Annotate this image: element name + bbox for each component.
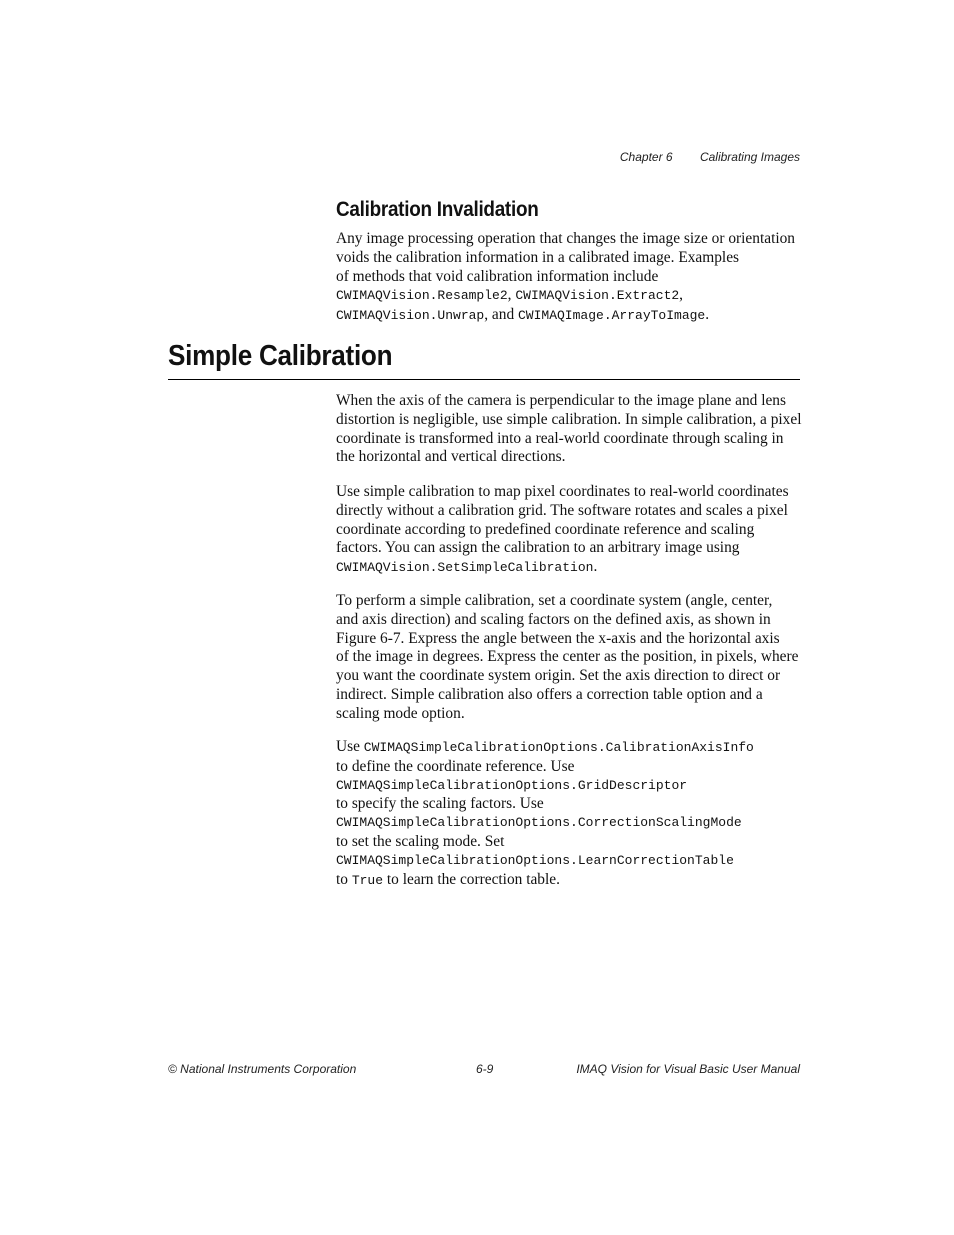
code-extract2: CWIMAQVision.Extract2 <box>515 288 680 304</box>
code-line <box>336 558 806 578</box>
separator-text: , <box>507 286 516 304</box>
paragraph-simple-calibration-2 <box>336 483 806 578</box>
chapter-title: Calibrating Images <box>699 150 800 164</box>
paragraph-simple-calibration-4 <box>336 738 806 890</box>
text-line: To perform a simple calibration, set a coordinate system (angle, center, <box>336 592 773 609</box>
code-correctionscalingmode: CWIMAQSimpleCalibrationOptions.CorrectionScalingMode <box>336 815 742 831</box>
text-line: factors. You can assign the calibration to an arbitrary image using <box>336 539 740 557</box>
chapter-number: Chapter 6 <box>619 150 673 164</box>
text-line: voids the calibration information in a calibrated image. Examples <box>336 248 740 266</box>
text-line: directly without a calibration grid. The software rotates and scales a pixel <box>336 501 788 519</box>
footer-page-number: 6-9 <box>476 1062 494 1076</box>
text-line: Use simple calibration to map pixel coordinates to real-world coordinates <box>336 483 789 500</box>
section-heading-calibration-invalidation: Calibration Invalidation <box>336 198 539 221</box>
text-line: to specify the scaling factors. Use <box>336 795 544 813</box>
paragraph-calibration-invalidation <box>336 230 806 326</box>
to-text: to <box>336 870 352 888</box>
text-line: the horizontal and vertical directions. <box>336 448 566 466</box>
code-resample2: CWIMAQVision.Resample2 <box>336 288 508 304</box>
period-text: . <box>593 558 598 576</box>
code-learncorrectiontable: CWIMAQSimpleCalibrationOptions.LearnCorrectionTable <box>336 852 734 868</box>
running-header <box>620 150 800 164</box>
section-heading-rule <box>168 340 800 380</box>
paragraph-simple-calibration-3 <box>336 592 806 724</box>
text-line: you want the coordinate system origin. Set the axis direction to direct or <box>336 667 781 685</box>
text-line: distortion is negligible, use simple calibration. In simple calibration, a pixel <box>336 410 802 428</box>
text-line: scaling mode option. <box>336 704 465 722</box>
text-line: Figure 6-7. Express the angle between the x-axis and the horizontal axis <box>336 629 780 647</box>
use-text: Use <box>336 738 364 755</box>
text-line: to set the scaling mode. Set <box>336 832 505 850</box>
code-setsimplecalibration: CWIMAQVision.SetSimpleCalibration <box>336 560 594 576</box>
text-line: and axis direction) and scaling factors on the defined axis, as shown in <box>336 610 771 628</box>
section-heading-simple-calibration: Simple Calibration <box>168 340 393 372</box>
separator-text: , and <box>484 306 518 324</box>
code-line <box>336 286 806 306</box>
text-line: of methods that void calibration information include <box>336 267 659 285</box>
text-fragment: to learn the correction table. <box>383 870 560 888</box>
text-line: to define the coordinate reference. Use <box>336 757 575 775</box>
code-line <box>336 738 806 758</box>
footer-manual-title: IMAQ Vision for Visual Basic User Manual <box>576 1062 800 1076</box>
footer-copyright: © National Instruments Corporation <box>168 1062 357 1076</box>
text-line: coordinate is transformed into a real-world coordinate through scaling in <box>336 429 784 447</box>
code-calibrationaxisinfo: CWIMAQSimpleCalibrationOptions.CalibrationAxisInfo <box>363 740 754 755</box>
code-arraytoimage: CWIMAQImage.ArrayToImage <box>518 308 706 324</box>
code-unwrap: CWIMAQVision.Unwrap <box>336 308 485 324</box>
text-line: indirect. Simple calibration also offers a correction table option and a <box>336 685 763 703</box>
text-line: Any image processing operation that changes the image size or orientation <box>336 230 796 247</box>
code-line <box>336 871 806 891</box>
separator-text: . <box>705 306 710 324</box>
text-line: coordinate according to predefined coordinate reference and scaling <box>336 520 755 538</box>
code-griddescriptor: CWIMAQSimpleCalibrationOptions.GridDescriptor <box>336 777 688 793</box>
separator-text: , <box>679 286 684 304</box>
paragraph-simple-calibration-1 <box>336 392 806 467</box>
text-line: When the axis of the camera is perpendicular to the image plane and lens <box>336 392 786 409</box>
code-true: True <box>351 872 384 888</box>
text-line: of the image in degrees. Express the center as the position, in pixels, where <box>336 648 799 666</box>
code-line <box>336 306 806 326</box>
